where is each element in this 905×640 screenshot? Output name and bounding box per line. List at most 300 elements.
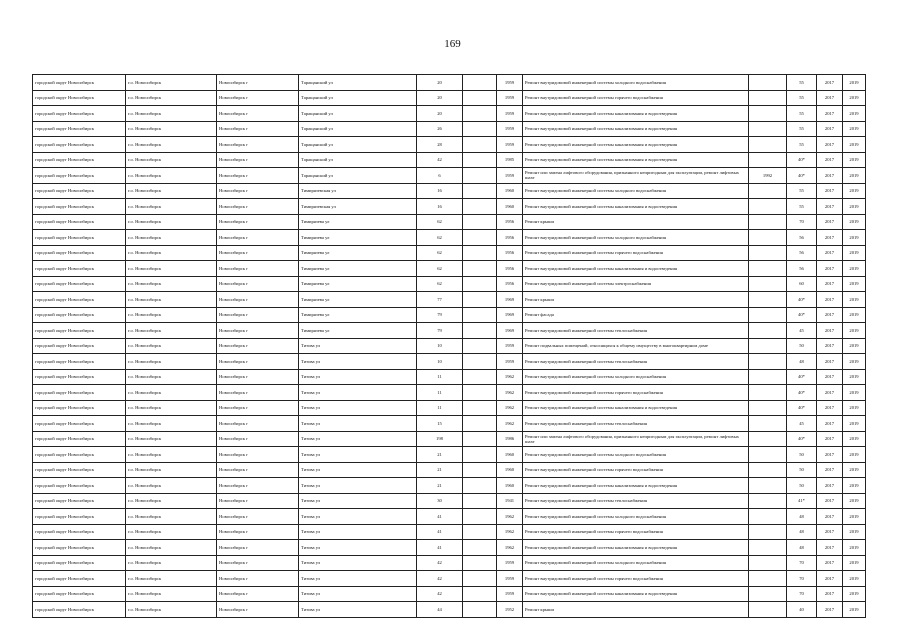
table-row	[33, 431, 866, 447]
table-row	[33, 292, 866, 308]
district-cell: г.о. Новосибирск	[126, 338, 217, 354]
street-cell: Тимирязева ул	[299, 214, 417, 230]
city-cell: Новосибирск г	[217, 354, 299, 370]
wear-percent-cell: 55	[787, 137, 817, 153]
municipality-cell: городской округ Новосибирск	[33, 183, 126, 199]
building-cell	[463, 75, 497, 91]
municipality-cell: городской округ Новосибирск	[33, 90, 126, 106]
year-built-cell: 1969	[497, 323, 523, 339]
city-cell: Новосибирск г	[217, 524, 299, 540]
start-year-cell: 2017	[817, 230, 843, 246]
wear-percent-cell: 40*	[787, 369, 817, 385]
municipality-cell: городской округ Новосибирск	[33, 385, 126, 401]
building-cell	[463, 90, 497, 106]
work-type-cell: Ремонт внутридомовой инженерной системы теплоснабжения	[523, 416, 749, 432]
work-type-cell: Ремонт внутридомовой инженерной системы холодного водоснабжения	[523, 183, 749, 199]
street-cell: Тимирязева ул	[299, 230, 417, 246]
street-cell: Тимирязевская ул	[299, 199, 417, 215]
table-row	[33, 152, 866, 168]
municipality-cell: городской округ Новосибирск	[33, 524, 126, 540]
work-type-cell: Ремонт внутридомовой инженерной системы канализования и водоотведения	[523, 400, 749, 416]
building-cell	[463, 602, 497, 618]
table-row	[33, 416, 866, 432]
page-number: 169	[444, 38, 461, 50]
work-type-cell: Ремонт фасада	[523, 307, 749, 323]
street-cell: Титова ул	[299, 540, 417, 556]
lift-year-cell	[749, 602, 787, 618]
start-year-cell: 2017	[817, 323, 843, 339]
municipality-cell: городской округ Новосибирск	[33, 106, 126, 122]
table-row	[33, 121, 866, 137]
district-cell: г.о. Новосибирск	[126, 416, 217, 432]
street-cell: Таращанский ул	[299, 90, 417, 106]
wear-percent-cell: 45	[787, 323, 817, 339]
work-type-cell: Ремонт внутридомовой инженерной системы канализования и водоотведения	[523, 586, 749, 602]
start-year-cell: 2017	[817, 586, 843, 602]
house-number-cell: 20	[417, 90, 463, 106]
table-row	[33, 369, 866, 385]
end-year-cell: 2019	[843, 230, 866, 246]
house-number-cell: 30	[417, 493, 463, 509]
year-built-cell: 1962	[497, 369, 523, 385]
district-cell: г.о. Новосибирск	[126, 586, 217, 602]
year-built-cell: 1962	[497, 416, 523, 432]
start-year-cell: 2017	[817, 307, 843, 323]
year-built-cell: 1959	[497, 121, 523, 137]
building-cell	[463, 540, 497, 556]
city-cell: Новосибирск г	[217, 431, 299, 447]
city-cell: Новосибирск г	[217, 555, 299, 571]
city-cell: Новосибирск г	[217, 369, 299, 385]
year-built-cell: 1941	[497, 493, 523, 509]
end-year-cell: 2019	[843, 323, 866, 339]
municipality-cell: городской округ Новосибирск	[33, 369, 126, 385]
wear-percent-cell: 60	[787, 276, 817, 292]
street-cell: Тимирязева ул	[299, 307, 417, 323]
wear-percent-cell: 40*	[787, 152, 817, 168]
wear-percent-cell: 55	[787, 121, 817, 137]
start-year-cell: 2017	[817, 199, 843, 215]
district-cell: г.о. Новосибирск	[126, 152, 217, 168]
end-year-cell: 2019	[843, 90, 866, 106]
start-year-cell: 2017	[817, 245, 843, 261]
end-year-cell: 2019	[843, 199, 866, 215]
table-row	[33, 540, 866, 556]
table-row	[33, 276, 866, 292]
street-cell: Титова ул	[299, 400, 417, 416]
year-built-cell: 1969	[497, 292, 523, 308]
house-number-cell: 79	[417, 323, 463, 339]
street-cell: Титова ул	[299, 555, 417, 571]
wear-percent-cell: 40*	[787, 385, 817, 401]
end-year-cell: 2019	[843, 276, 866, 292]
district-cell: г.о. Новосибирск	[126, 509, 217, 525]
municipality-cell: городской округ Новосибирск	[33, 152, 126, 168]
house-number-cell: 62	[417, 276, 463, 292]
wear-percent-cell: 50	[787, 462, 817, 478]
city-cell: Новосибирск г	[217, 586, 299, 602]
start-year-cell: 2017	[817, 354, 843, 370]
year-built-cell: 1956	[497, 276, 523, 292]
year-built-cell: 1956	[497, 245, 523, 261]
year-built-cell: 1985	[497, 152, 523, 168]
start-year-cell: 2017	[817, 416, 843, 432]
end-year-cell: 2019	[843, 509, 866, 525]
municipality-cell: городской округ Новосибирск	[33, 75, 126, 91]
district-cell: г.о. Новосибирск	[126, 276, 217, 292]
year-built-cell: 1959	[497, 586, 523, 602]
table-row	[33, 571, 866, 587]
municipality-cell: городской округ Новосибирск	[33, 338, 126, 354]
start-year-cell: 2017	[817, 75, 843, 91]
building-cell	[463, 400, 497, 416]
city-cell: Новосибирск г	[217, 276, 299, 292]
end-year-cell: 2019	[843, 586, 866, 602]
lift-year-cell	[749, 199, 787, 215]
wear-percent-cell: 55	[787, 199, 817, 215]
city-cell: Новосибирск г	[217, 214, 299, 230]
house-number-cell: 10	[417, 338, 463, 354]
building-cell	[463, 323, 497, 339]
lift-year-cell	[749, 121, 787, 137]
lift-year-cell	[749, 75, 787, 91]
wear-percent-cell: 56	[787, 245, 817, 261]
wear-percent-cell: 48	[787, 524, 817, 540]
table-row	[33, 230, 866, 246]
end-year-cell: 2019	[843, 447, 866, 463]
house-number-cell: 28	[417, 137, 463, 153]
municipality-cell: городской округ Новосибирск	[33, 400, 126, 416]
wear-percent-cell: 55	[787, 106, 817, 122]
district-cell: г.о. Новосибирск	[126, 555, 217, 571]
wear-percent-cell: 40	[787, 602, 817, 618]
end-year-cell: 2019	[843, 478, 866, 494]
street-cell: Таращанский ул	[299, 121, 417, 137]
city-cell: Новосибирск г	[217, 509, 299, 525]
building-cell	[463, 183, 497, 199]
street-cell: Титова ул	[299, 478, 417, 494]
year-built-cell: 1986	[497, 431, 523, 447]
district-cell: г.о. Новосибирск	[126, 540, 217, 556]
end-year-cell: 2019	[843, 168, 866, 184]
table-row	[33, 354, 866, 370]
start-year-cell: 2017	[817, 540, 843, 556]
building-cell	[463, 292, 497, 308]
house-number-cell: 42	[417, 586, 463, 602]
municipality-cell: городской округ Новосибирск	[33, 137, 126, 153]
building-cell	[463, 261, 497, 277]
start-year-cell: 2017	[817, 400, 843, 416]
work-type-cell: Ремонт внутридомовой инженерной системы канализования и водоотведения	[523, 152, 749, 168]
house-number-cell: 62	[417, 230, 463, 246]
street-cell: Таращанский ул	[299, 168, 417, 184]
work-type-cell: Ремонт внутридомовой инженерной системы горячего водоснабжения	[523, 90, 749, 106]
city-cell: Новосибирск г	[217, 245, 299, 261]
table-row	[33, 183, 866, 199]
lift-year-cell	[749, 524, 787, 540]
building-cell	[463, 586, 497, 602]
municipality-cell: городской округ Новосибирск	[33, 602, 126, 618]
house-number-cell: 79	[417, 307, 463, 323]
start-year-cell: 2017	[817, 276, 843, 292]
table-row	[33, 75, 866, 91]
district-cell: г.о. Новосибирск	[126, 75, 217, 91]
end-year-cell: 2019	[843, 462, 866, 478]
building-cell	[463, 416, 497, 432]
house-number-cell: 44	[417, 602, 463, 618]
lift-year-cell	[749, 214, 787, 230]
year-built-cell: 1960	[497, 447, 523, 463]
table-row	[33, 509, 866, 525]
house-number-cell: 11	[417, 400, 463, 416]
city-cell: Новосибирск г	[217, 338, 299, 354]
table-row	[33, 555, 866, 571]
city-cell: Новосибирск г	[217, 121, 299, 137]
city-cell: Новосибирск г	[217, 183, 299, 199]
house-number-cell: 11	[417, 369, 463, 385]
district-cell: г.о. Новосибирск	[126, 493, 217, 509]
end-year-cell: 2019	[843, 75, 866, 91]
work-type-cell: Ремонт внутридомовой инженерной системы теплоснабжения	[523, 323, 749, 339]
end-year-cell: 2019	[843, 493, 866, 509]
work-type-cell: Ремонт крыши	[523, 214, 749, 230]
work-type-cell: Ремонт внутридомовой инженерной системы теплоснабжения	[523, 354, 749, 370]
start-year-cell: 2017	[817, 261, 843, 277]
house-number-cell: 20	[417, 106, 463, 122]
table-row	[33, 602, 866, 618]
district-cell: г.о. Новосибирск	[126, 168, 217, 184]
lift-year-cell	[749, 447, 787, 463]
start-year-cell: 2017	[817, 152, 843, 168]
district-cell: г.о. Новосибирск	[126, 137, 217, 153]
city-cell: Новосибирск г	[217, 137, 299, 153]
city-cell: Новосибирск г	[217, 199, 299, 215]
house-number-cell: 11	[417, 385, 463, 401]
start-year-cell: 2017	[817, 602, 843, 618]
start-year-cell: 2017	[817, 137, 843, 153]
start-year-cell: 2017	[817, 478, 843, 494]
street-cell: Титова ул	[299, 354, 417, 370]
work-type-cell: Ремонт внутридомовой инженерной системы канализования и водоотведения	[523, 478, 749, 494]
work-type-cell: Ремонт внутридомовой инженерной системы холодного водоснабжения	[523, 447, 749, 463]
end-year-cell: 2019	[843, 400, 866, 416]
building-cell	[463, 354, 497, 370]
lift-year-cell	[749, 307, 787, 323]
district-cell: г.о. Новосибирск	[126, 183, 217, 199]
end-year-cell: 2019	[843, 121, 866, 137]
year-built-cell: 1962	[497, 385, 523, 401]
start-year-cell: 2017	[817, 431, 843, 447]
start-year-cell: 2017	[817, 90, 843, 106]
table-row	[33, 586, 866, 602]
wear-percent-cell: 45	[787, 416, 817, 432]
year-built-cell: 1959	[497, 106, 523, 122]
municipality-cell: городской округ Новосибирск	[33, 168, 126, 184]
end-year-cell: 2019	[843, 354, 866, 370]
lift-year-cell	[749, 90, 787, 106]
work-type-cell: Ремонт внутридомовой инженерной системы канализования и водоотведения	[523, 540, 749, 556]
municipality-cell: городской округ Новосибирск	[33, 245, 126, 261]
municipality-cell: городской округ Новосибирск	[33, 416, 126, 432]
year-built-cell: 1956	[497, 214, 523, 230]
city-cell: Новосибирск г	[217, 106, 299, 122]
building-cell	[463, 338, 497, 354]
start-year-cell: 2017	[817, 462, 843, 478]
house-number-cell: 41	[417, 524, 463, 540]
building-cell	[463, 199, 497, 215]
year-built-cell: 1959	[497, 555, 523, 571]
year-built-cell: 1960	[497, 462, 523, 478]
year-built-cell: 1962	[497, 400, 523, 416]
year-built-cell: 1959	[497, 137, 523, 153]
year-built-cell: 1960	[497, 199, 523, 215]
city-cell: Новосибирск г	[217, 292, 299, 308]
house-number-cell: 21	[417, 478, 463, 494]
year-built-cell: 1952	[497, 602, 523, 618]
work-type-cell: Ремонт внутридомовой инженерной системы канализования и водоотведения	[523, 199, 749, 215]
end-year-cell: 2019	[843, 307, 866, 323]
building-cell	[463, 121, 497, 137]
work-type-cell: Ремонт внутридомовой инженерной системы канализования и водоотведения	[523, 137, 749, 153]
start-year-cell: 2017	[817, 509, 843, 525]
municipality-cell: городской округ Новосибирск	[33, 307, 126, 323]
street-cell: Титова ул	[299, 338, 417, 354]
city-cell: Новосибирск г	[217, 230, 299, 246]
year-built-cell: 1959	[497, 168, 523, 184]
municipality-cell: городской округ Новосибирск	[33, 509, 126, 525]
building-cell	[463, 245, 497, 261]
end-year-cell: 2019	[843, 431, 866, 447]
end-year-cell: 2019	[843, 261, 866, 277]
work-type-cell: Ремонт внутридомовой инженерной системы канализования и водоотведения	[523, 261, 749, 277]
wear-percent-cell: 40*	[787, 168, 817, 184]
wear-percent-cell: 50	[787, 447, 817, 463]
municipality-cell: городской округ Новосибирск	[33, 447, 126, 463]
district-cell: г.о. Новосибирск	[126, 354, 217, 370]
district-cell: г.о. Новосибирск	[126, 323, 217, 339]
district-cell: г.о. Новосибирск	[126, 261, 217, 277]
table-row	[33, 524, 866, 540]
table-row	[33, 385, 866, 401]
street-cell: Титова ул	[299, 431, 417, 447]
district-cell: г.о. Новосибирск	[126, 292, 217, 308]
year-built-cell: 1969	[497, 307, 523, 323]
work-type-cell: Ремонт внутридомовой инженерной системы горячего водоснабжения	[523, 245, 749, 261]
lift-year-cell	[749, 230, 787, 246]
work-type-cell: Ремонт или замена лифтового оборудования, признанного непригодным для эксплуатации, ремонт лифтовых шахт	[523, 431, 749, 447]
house-number-cell: 77	[417, 292, 463, 308]
district-cell: г.о. Новосибирск	[126, 571, 217, 587]
table-row	[33, 338, 866, 354]
year-built-cell: 1959	[497, 90, 523, 106]
work-type-cell: Ремонт внутридомовой инженерной системы горячего водоснабжения	[523, 571, 749, 587]
building-cell	[463, 462, 497, 478]
lift-year-cell	[749, 245, 787, 261]
district-cell: г.о. Новосибирск	[126, 121, 217, 137]
lift-year-cell	[749, 152, 787, 168]
street-cell: Титова ул	[299, 369, 417, 385]
work-type-cell: Ремонт подвальных помещений, относящихся к общему имуществу в многоквартирном доме	[523, 338, 749, 354]
lift-year-cell	[749, 276, 787, 292]
lift-year-cell	[749, 385, 787, 401]
municipality-cell: городской округ Новосибирск	[33, 292, 126, 308]
lift-year-cell	[749, 416, 787, 432]
end-year-cell: 2019	[843, 338, 866, 354]
wear-percent-cell: 41*	[787, 493, 817, 509]
city-cell: Новосибирск г	[217, 447, 299, 463]
lift-year-cell	[749, 571, 787, 587]
building-cell	[463, 276, 497, 292]
city-cell: Новосибирск г	[217, 168, 299, 184]
street-cell: Титова ул	[299, 602, 417, 618]
end-year-cell: 2019	[843, 602, 866, 618]
table-row	[33, 307, 866, 323]
lift-year-cell	[749, 431, 787, 447]
district-cell: г.о. Новосибирск	[126, 214, 217, 230]
table-row	[33, 400, 866, 416]
city-cell: Новосибирск г	[217, 323, 299, 339]
district-cell: г.о. Новосибирск	[126, 106, 217, 122]
city-cell: Новосибирск г	[217, 493, 299, 509]
district-cell: г.о. Новосибирск	[126, 602, 217, 618]
building-cell	[463, 214, 497, 230]
building-cell	[463, 307, 497, 323]
building-cell	[463, 478, 497, 494]
municipality-cell: городской округ Новосибирск	[33, 276, 126, 292]
wear-percent-cell: 70	[787, 214, 817, 230]
city-cell: Новосибирск г	[217, 261, 299, 277]
house-number-cell: 42	[417, 152, 463, 168]
street-cell: Таращанский ул	[299, 75, 417, 91]
house-number-cell: 41	[417, 540, 463, 556]
municipality-cell: городской округ Новосибирск	[33, 540, 126, 556]
house-number-cell: 21	[417, 447, 463, 463]
start-year-cell: 2017	[817, 183, 843, 199]
year-built-cell: 1960	[497, 183, 523, 199]
street-cell: Таращанский ул	[299, 152, 417, 168]
district-cell: г.о. Новосибирск	[126, 431, 217, 447]
wear-percent-cell: 50	[787, 478, 817, 494]
district-cell: г.о. Новосибирск	[126, 230, 217, 246]
building-cell	[463, 509, 497, 525]
building-cell	[463, 555, 497, 571]
end-year-cell: 2019	[843, 385, 866, 401]
start-year-cell: 2017	[817, 121, 843, 137]
repair-schedule-table	[32, 74, 866, 618]
house-number-cell: 42	[417, 555, 463, 571]
district-cell: г.о. Новосибирск	[126, 199, 217, 215]
house-number-cell: 198	[417, 431, 463, 447]
municipality-cell: городской округ Новосибирск	[33, 586, 126, 602]
table-row	[33, 478, 866, 494]
table-row	[33, 90, 866, 106]
year-built-cell: 1962	[497, 524, 523, 540]
end-year-cell: 2019	[843, 524, 866, 540]
year-built-cell: 1962	[497, 540, 523, 556]
building-cell	[463, 152, 497, 168]
city-cell: Новосибирск г	[217, 478, 299, 494]
street-cell: Титова ул	[299, 571, 417, 587]
municipality-cell: городской округ Новосибирск	[33, 571, 126, 587]
work-type-cell: Ремонт внутридомовой инженерной системы горячего водоснабжения	[523, 524, 749, 540]
work-type-cell: Ремонт внутридомовой инженерной системы холодного водоснабжения	[523, 369, 749, 385]
lift-year-cell	[749, 354, 787, 370]
work-type-cell: Ремонт внутридомовой инженерной системы холодного водоснабжения	[523, 555, 749, 571]
wear-percent-cell: 40*	[787, 400, 817, 416]
house-number-cell: 62	[417, 214, 463, 230]
building-cell	[463, 168, 497, 184]
wear-percent-cell: 48	[787, 354, 817, 370]
